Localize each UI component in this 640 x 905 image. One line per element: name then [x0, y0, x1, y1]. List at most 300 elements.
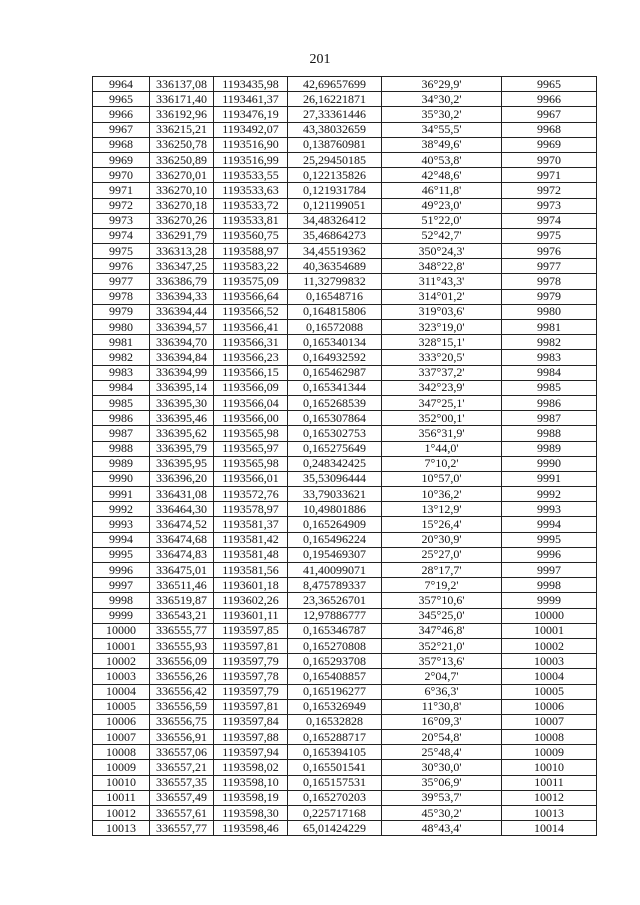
distance-cell: 0,225717168 [288, 806, 382, 821]
bearing-cell: 323°19,0' [382, 320, 502, 335]
page-number: 201 [309, 52, 331, 67]
distance-cell: 42,69657699 [288, 77, 382, 92]
y-coordinate-cell: 1193597,79 [214, 654, 288, 669]
y-coordinate-cell: 1193575,09 [214, 274, 288, 289]
x-coordinate-cell: 336137,08 [150, 77, 214, 92]
point-from-cell: 9989 [93, 456, 150, 471]
point-from-cell: 10004 [93, 684, 150, 699]
point-from-cell: 9977 [93, 274, 150, 289]
bearing-cell: 15°26,4' [382, 517, 502, 532]
x-coordinate-cell: 336313,28 [150, 244, 214, 259]
point-to-cell: 9996 [502, 547, 597, 562]
distance-cell: 0,165270203 [288, 790, 382, 805]
point-to-cell: 10012 [502, 790, 597, 805]
point-to-cell: 10007 [502, 714, 597, 729]
point-to-cell: 9966 [502, 92, 597, 107]
distance-cell: 10,49801886 [288, 502, 382, 517]
table-row [93, 730, 597, 745]
point-to-cell: 10008 [502, 730, 597, 745]
point-from-cell: 9993 [93, 517, 150, 532]
x-coordinate-cell: 336394,84 [150, 350, 214, 365]
x-coordinate-cell: 336556,91 [150, 730, 214, 745]
distance-cell: 0,165496224 [288, 532, 382, 547]
bearing-cell: 45°30,2' [382, 806, 502, 821]
bearing-cell: 48°43,4' [382, 821, 502, 836]
y-coordinate-cell: 1193516,90 [214, 137, 288, 152]
table-row [93, 213, 597, 228]
coordinates-table [92, 76, 597, 836]
x-coordinate-cell: 336270,26 [150, 213, 214, 228]
distance-cell: 0,195469307 [288, 547, 382, 562]
bearing-cell: 350°24,3' [382, 244, 502, 259]
point-from-cell: 10012 [93, 806, 150, 821]
table-row [93, 517, 597, 532]
table-row [93, 487, 597, 502]
bearing-cell: 357°13,6' [382, 654, 502, 669]
point-from-cell: 10003 [93, 669, 150, 684]
distance-cell: 0,165341344 [288, 380, 382, 395]
distance-cell: 0,122135826 [288, 168, 382, 183]
point-to-cell: 9997 [502, 563, 597, 578]
x-coordinate-cell: 336464,30 [150, 502, 214, 517]
point-from-cell: 9994 [93, 532, 150, 547]
y-coordinate-cell: 1193565,98 [214, 426, 288, 441]
x-coordinate-cell: 336215,21 [150, 122, 214, 137]
y-coordinate-cell: 1193581,42 [214, 532, 288, 547]
y-coordinate-cell: 1193597,79 [214, 684, 288, 699]
bearing-cell: 347°25,1' [382, 395, 502, 410]
point-from-cell: 9997 [93, 578, 150, 593]
bearing-cell: 7°10,2' [382, 456, 502, 471]
point-from-cell: 9973 [93, 213, 150, 228]
point-to-cell: 9991 [502, 471, 597, 486]
bearing-cell: 347°46,8' [382, 623, 502, 638]
distance-cell: 0,138760981 [288, 137, 382, 152]
table-row [93, 790, 597, 805]
x-coordinate-cell: 336557,49 [150, 790, 214, 805]
table-row [93, 684, 597, 699]
point-from-cell: 9974 [93, 228, 150, 243]
y-coordinate-cell: 1193597,81 [214, 699, 288, 714]
point-from-cell: 9968 [93, 137, 150, 152]
bearing-cell: 1°44,0' [382, 441, 502, 456]
point-to-cell: 9988 [502, 426, 597, 441]
y-coordinate-cell: 1193492,07 [214, 122, 288, 137]
x-coordinate-cell: 336250,89 [150, 152, 214, 167]
x-coordinate-cell: 336474,52 [150, 517, 214, 532]
y-coordinate-cell: 1193565,98 [214, 456, 288, 471]
x-coordinate-cell: 336556,59 [150, 699, 214, 714]
distance-cell: 34,45519362 [288, 244, 382, 259]
point-from-cell: 10013 [93, 821, 150, 836]
point-from-cell: 9990 [93, 471, 150, 486]
point-from-cell: 10008 [93, 745, 150, 760]
y-coordinate-cell: 1193566,31 [214, 335, 288, 350]
x-coordinate-cell: 336395,14 [150, 380, 214, 395]
point-to-cell: 9979 [502, 289, 597, 304]
bearing-cell: 13°12,9' [382, 502, 502, 517]
point-from-cell: 9999 [93, 608, 150, 623]
table-row [93, 304, 597, 319]
point-to-cell: 9965 [502, 77, 597, 92]
point-from-cell: 10001 [93, 638, 150, 653]
y-coordinate-cell: 1193581,56 [214, 563, 288, 578]
table-row [93, 699, 597, 714]
bearing-cell: 20°30,9' [382, 532, 502, 547]
table-row [93, 274, 597, 289]
x-coordinate-cell: 336347,25 [150, 259, 214, 274]
distance-cell: 0,165346787 [288, 623, 382, 638]
x-coordinate-cell: 336557,61 [150, 806, 214, 821]
distance-cell: 35,46864273 [288, 228, 382, 243]
table-row [93, 168, 597, 183]
bearing-cell: 35°30,2' [382, 107, 502, 122]
bearing-cell: 7°19,2' [382, 578, 502, 593]
point-to-cell: 9989 [502, 441, 597, 456]
point-from-cell: 9969 [93, 152, 150, 167]
x-coordinate-cell: 336431,08 [150, 487, 214, 502]
distance-cell: 41,40099071 [288, 563, 382, 578]
x-coordinate-cell: 336396,20 [150, 471, 214, 486]
distance-cell: 0,16572088 [288, 320, 382, 335]
bearing-cell: 333°20,5' [382, 350, 502, 365]
table-row [93, 623, 597, 638]
x-coordinate-cell: 336270,10 [150, 183, 214, 198]
point-to-cell: 9985 [502, 380, 597, 395]
table-row [93, 92, 597, 107]
point-from-cell: 9991 [93, 487, 150, 502]
point-to-cell: 9987 [502, 411, 597, 426]
point-to-cell: 9976 [502, 244, 597, 259]
x-coordinate-cell: 336474,83 [150, 547, 214, 562]
y-coordinate-cell: 1193566,64 [214, 289, 288, 304]
table-row [93, 532, 597, 547]
point-from-cell: 10006 [93, 714, 150, 729]
point-from-cell: 9982 [93, 350, 150, 365]
y-coordinate-cell: 1193598,19 [214, 790, 288, 805]
point-to-cell: 9984 [502, 365, 597, 380]
point-to-cell: 9969 [502, 137, 597, 152]
x-coordinate-cell: 336555,77 [150, 623, 214, 638]
point-to-cell: 9973 [502, 198, 597, 213]
table-row [93, 563, 597, 578]
distance-cell: 25,29450185 [288, 152, 382, 167]
x-coordinate-cell: 336474,68 [150, 532, 214, 547]
point-to-cell: 9981 [502, 320, 597, 335]
point-to-cell: 9982 [502, 335, 597, 350]
distance-cell: 0,165394105 [288, 745, 382, 760]
point-from-cell: 9998 [93, 593, 150, 608]
x-coordinate-cell: 336386,79 [150, 274, 214, 289]
point-to-cell: 10002 [502, 638, 597, 653]
table-row [93, 380, 597, 395]
point-to-cell: 9980 [502, 304, 597, 319]
distance-cell: 34,48326412 [288, 213, 382, 228]
table-row [93, 456, 597, 471]
y-coordinate-cell: 1193435,98 [214, 77, 288, 92]
x-coordinate-cell: 336395,46 [150, 411, 214, 426]
distance-cell: 11,32799832 [288, 274, 382, 289]
distance-cell: 0,165196277 [288, 684, 382, 699]
bearing-cell: 16°09,3' [382, 714, 502, 729]
point-from-cell: 9995 [93, 547, 150, 562]
distance-cell: 0,16532828 [288, 714, 382, 729]
table-row [93, 198, 597, 213]
distance-cell: 0,165408857 [288, 669, 382, 684]
y-coordinate-cell: 1193566,00 [214, 411, 288, 426]
x-coordinate-cell: 336555,93 [150, 638, 214, 653]
point-from-cell: 9981 [93, 335, 150, 350]
x-coordinate-cell: 336543,21 [150, 608, 214, 623]
bearing-cell: 356°31,9' [382, 426, 502, 441]
distance-cell: 0,121199051 [288, 198, 382, 213]
point-from-cell: 9986 [93, 411, 150, 426]
distance-cell: 12,97886777 [288, 608, 382, 623]
bearing-cell: 25°27,0' [382, 547, 502, 562]
table-row [93, 471, 597, 486]
point-from-cell: 10000 [93, 623, 150, 638]
point-from-cell: 9970 [93, 168, 150, 183]
table-row [93, 395, 597, 410]
y-coordinate-cell: 1193597,81 [214, 638, 288, 653]
point-from-cell: 9965 [93, 92, 150, 107]
bearing-cell: 36°29,9' [382, 77, 502, 92]
y-coordinate-cell: 1193566,09 [214, 380, 288, 395]
y-coordinate-cell: 1193565,97 [214, 441, 288, 456]
x-coordinate-cell: 336250,78 [150, 137, 214, 152]
point-from-cell: 10005 [93, 699, 150, 714]
y-coordinate-cell: 1193583,22 [214, 259, 288, 274]
table-row [93, 669, 597, 684]
x-coordinate-cell: 336557,21 [150, 760, 214, 775]
point-from-cell: 10009 [93, 760, 150, 775]
point-to-cell: 10000 [502, 608, 597, 623]
table-row [93, 638, 597, 653]
point-from-cell: 10011 [93, 790, 150, 805]
distance-cell: 35,53096444 [288, 471, 382, 486]
point-to-cell: 9967 [502, 107, 597, 122]
table-row [93, 350, 597, 365]
point-from-cell: 9984 [93, 380, 150, 395]
table-row [93, 745, 597, 760]
point-from-cell: 9992 [93, 502, 150, 517]
point-to-cell: 9970 [502, 152, 597, 167]
bearing-cell: 51°22,0' [382, 213, 502, 228]
x-coordinate-cell: 336291,79 [150, 228, 214, 243]
point-to-cell: 10011 [502, 775, 597, 790]
distance-cell: 0,164815806 [288, 304, 382, 319]
point-from-cell: 9975 [93, 244, 150, 259]
distance-cell: 0,165264909 [288, 517, 382, 532]
bearing-cell: 34°55,5' [382, 122, 502, 137]
bearing-cell: 25°48,4' [382, 745, 502, 760]
y-coordinate-cell: 1193598,46 [214, 821, 288, 836]
x-coordinate-cell: 336394,70 [150, 335, 214, 350]
bearing-cell: 311°43,3' [382, 274, 502, 289]
x-coordinate-cell: 336557,77 [150, 821, 214, 836]
point-to-cell: 10010 [502, 760, 597, 775]
table-row [93, 578, 597, 593]
y-coordinate-cell: 1193566,15 [214, 365, 288, 380]
y-coordinate-cell: 1193533,81 [214, 213, 288, 228]
table-row [93, 77, 597, 92]
y-coordinate-cell: 1193581,48 [214, 547, 288, 562]
distance-cell: 0,16548716 [288, 289, 382, 304]
table-row [93, 654, 597, 669]
y-coordinate-cell: 1193533,63 [214, 183, 288, 198]
table-row [93, 411, 597, 426]
y-coordinate-cell: 1193476,19 [214, 107, 288, 122]
bearing-cell: 345°25,0' [382, 608, 502, 623]
table-row [93, 714, 597, 729]
point-from-cell: 10010 [93, 775, 150, 790]
bearing-cell: 6°36,3' [382, 684, 502, 699]
point-from-cell: 9983 [93, 365, 150, 380]
x-coordinate-cell: 336394,99 [150, 365, 214, 380]
table-row [93, 441, 597, 456]
distance-cell: 0,165293708 [288, 654, 382, 669]
bearing-cell: 314°01,2' [382, 289, 502, 304]
bearing-cell: 352°21,0' [382, 638, 502, 653]
y-coordinate-cell: 1193597,84 [214, 714, 288, 729]
table-row [93, 244, 597, 259]
x-coordinate-cell: 336394,44 [150, 304, 214, 319]
point-from-cell: 9976 [93, 259, 150, 274]
point-to-cell: 9999 [502, 593, 597, 608]
y-coordinate-cell: 1193566,23 [214, 350, 288, 365]
bearing-cell: 319°03,6' [382, 304, 502, 319]
y-coordinate-cell: 1193598,10 [214, 775, 288, 790]
y-coordinate-cell: 1193566,52 [214, 304, 288, 319]
x-coordinate-cell: 336394,57 [150, 320, 214, 335]
x-coordinate-cell: 336270,01 [150, 168, 214, 183]
x-coordinate-cell: 336475,01 [150, 563, 214, 578]
y-coordinate-cell: 1193598,30 [214, 806, 288, 821]
y-coordinate-cell: 1193566,01 [214, 471, 288, 486]
point-to-cell: 10004 [502, 669, 597, 684]
y-coordinate-cell: 1193597,94 [214, 745, 288, 760]
bearing-cell: 352°00,1' [382, 411, 502, 426]
x-coordinate-cell: 336556,09 [150, 654, 214, 669]
x-coordinate-cell: 336395,62 [150, 426, 214, 441]
y-coordinate-cell: 1193597,88 [214, 730, 288, 745]
y-coordinate-cell: 1193601,11 [214, 608, 288, 623]
distance-cell: 33,79033621 [288, 487, 382, 502]
y-coordinate-cell: 1193566,04 [214, 395, 288, 410]
x-coordinate-cell: 336556,26 [150, 669, 214, 684]
point-to-cell: 9978 [502, 274, 597, 289]
distance-cell: 23,36526701 [288, 593, 382, 608]
x-coordinate-cell: 336556,42 [150, 684, 214, 699]
distance-cell: 0,248342425 [288, 456, 382, 471]
y-coordinate-cell: 1193461,37 [214, 92, 288, 107]
x-coordinate-cell: 336270,18 [150, 198, 214, 213]
point-from-cell: 9979 [93, 304, 150, 319]
point-from-cell: 9967 [93, 122, 150, 137]
distance-cell: 0,165307864 [288, 411, 382, 426]
table-row [93, 137, 597, 152]
bearing-cell: 10°36,2' [382, 487, 502, 502]
point-to-cell: 10003 [502, 654, 597, 669]
distance-cell: 0,165326949 [288, 699, 382, 714]
point-from-cell: 9985 [93, 395, 150, 410]
table-row [93, 365, 597, 380]
point-to-cell: 10005 [502, 684, 597, 699]
point-to-cell: 9995 [502, 532, 597, 547]
point-from-cell: 10002 [93, 654, 150, 669]
point-to-cell: 9975 [502, 228, 597, 243]
distance-cell: 65,01424229 [288, 821, 382, 836]
table-row [93, 152, 597, 167]
x-coordinate-cell: 336557,35 [150, 775, 214, 790]
point-to-cell: 9993 [502, 502, 597, 517]
y-coordinate-cell: 1193602,26 [214, 593, 288, 608]
y-coordinate-cell: 1193560,75 [214, 228, 288, 243]
table-row [93, 259, 597, 274]
distance-cell: 40,36354689 [288, 259, 382, 274]
point-from-cell: 9964 [93, 77, 150, 92]
y-coordinate-cell: 1193516,99 [214, 152, 288, 167]
point-to-cell: 9983 [502, 350, 597, 365]
bearing-cell: 40°53,8' [382, 152, 502, 167]
x-coordinate-cell: 336192,96 [150, 107, 214, 122]
distance-cell: 0,165275649 [288, 441, 382, 456]
point-to-cell: 9968 [502, 122, 597, 137]
bearing-cell: 337°37,2' [382, 365, 502, 380]
y-coordinate-cell: 1193533,72 [214, 198, 288, 213]
bearing-cell: 328°15,1' [382, 335, 502, 350]
table-row [93, 426, 597, 441]
y-coordinate-cell: 1193598,02 [214, 760, 288, 775]
distance-cell: 0,121931784 [288, 183, 382, 198]
point-from-cell: 9966 [93, 107, 150, 122]
distance-cell: 43,38032659 [288, 122, 382, 137]
distance-cell: 0,165501541 [288, 760, 382, 775]
bearing-cell: 30°30,0' [382, 760, 502, 775]
y-coordinate-cell: 1193566,41 [214, 320, 288, 335]
bearing-cell: 34°30,2' [382, 92, 502, 107]
point-to-cell: 9977 [502, 259, 597, 274]
bearing-cell: 10°57,0' [382, 471, 502, 486]
point-from-cell: 9987 [93, 426, 150, 441]
point-from-cell: 9972 [93, 198, 150, 213]
bearing-cell: 49°23,0' [382, 198, 502, 213]
point-to-cell: 10009 [502, 745, 597, 760]
y-coordinate-cell: 1193533,55 [214, 168, 288, 183]
point-from-cell: 9971 [93, 183, 150, 198]
point-to-cell: 9994 [502, 517, 597, 532]
bearing-cell: 35°06,9' [382, 775, 502, 790]
bearing-cell: 2°04,7' [382, 669, 502, 684]
distance-cell: 8,475789337 [288, 578, 382, 593]
distance-cell: 0,165462987 [288, 365, 382, 380]
x-coordinate-cell: 336171,40 [150, 92, 214, 107]
table-row [93, 775, 597, 790]
distance-cell: 0,165302753 [288, 426, 382, 441]
y-coordinate-cell: 1193597,85 [214, 623, 288, 638]
table-row [93, 107, 597, 122]
point-to-cell: 10013 [502, 806, 597, 821]
point-from-cell: 10007 [93, 730, 150, 745]
table-row [93, 502, 597, 517]
table-row [93, 608, 597, 623]
bearing-cell: 39°53,7' [382, 790, 502, 805]
x-coordinate-cell: 336395,30 [150, 395, 214, 410]
y-coordinate-cell: 1193581,37 [214, 517, 288, 532]
x-coordinate-cell: 336519,87 [150, 593, 214, 608]
table-row [93, 320, 597, 335]
x-coordinate-cell: 336556,75 [150, 714, 214, 729]
